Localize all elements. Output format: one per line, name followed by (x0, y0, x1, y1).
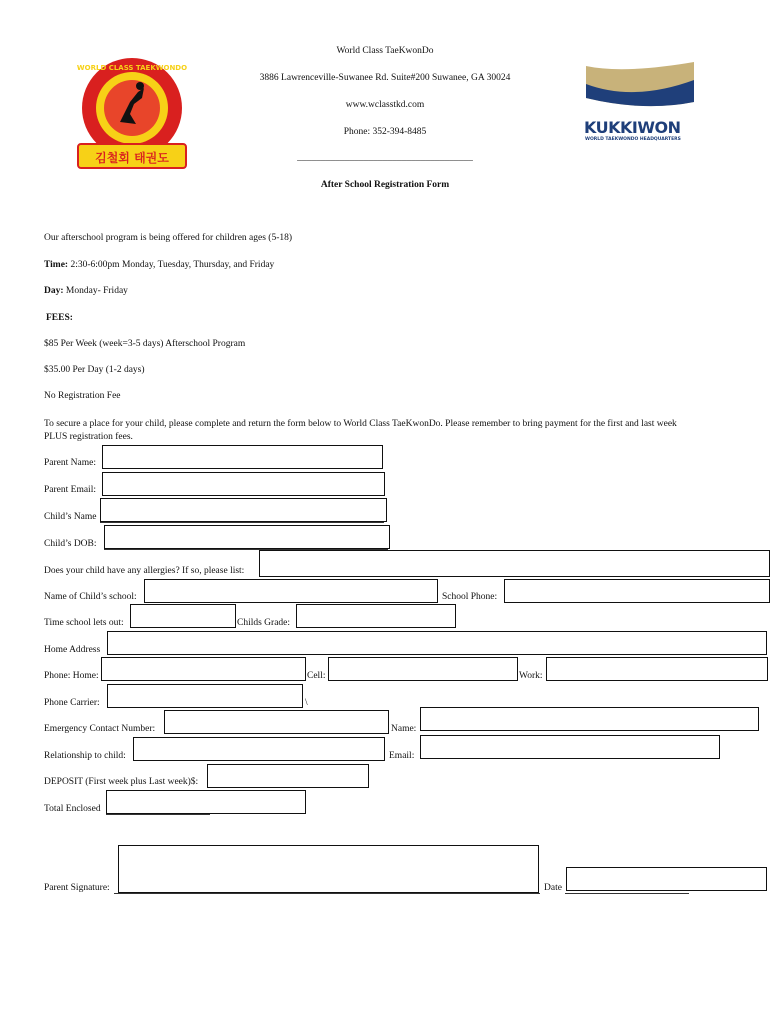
phone-carrier-label: Phone Carrier: (44, 698, 100, 708)
emergency-name-input[interactable] (420, 707, 759, 731)
instructions-line1: To secure a place for your child, please complete and return the form below to World Class TaeKwonDo. Please remember to bring payment for the first and last week (44, 419, 677, 429)
childs-school-label: Name of Child’s school: (44, 592, 137, 602)
school-phone-input[interactable] (504, 579, 770, 603)
time-label: Time: (44, 260, 69, 270)
school-website: www.wclasstkd.com (345, 100, 425, 110)
relationship-input[interactable] (133, 737, 385, 761)
childs-grade-label: Childs Grade: (237, 618, 291, 628)
day-value: Monday- Friday (63, 286, 128, 296)
allergies-input[interactable] (259, 550, 770, 577)
fee-weekly: $85 Per Week (week=3-5 days) Afterschool Program (44, 339, 246, 349)
time-school-input[interactable] (130, 604, 236, 628)
time-line (44, 260, 274, 270)
total-label: Total Enclosed (44, 804, 101, 814)
school-phone: Phone: 352-394-8485 (343, 127, 427, 137)
date-input[interactable] (566, 867, 767, 891)
emergency-email-input[interactable] (420, 735, 720, 759)
home-address-label: Home Address (44, 645, 101, 655)
signature-input[interactable] (118, 845, 539, 893)
fees-heading: FEES: (46, 313, 73, 323)
time-value: 2:30-6:00pm Monday, Tuesday, Thursday, and Friday (68, 260, 275, 270)
date-underline (565, 893, 689, 894)
logo-arc-text: WORLD CLASS TAEKWONDO (76, 64, 188, 72)
time-school-label: Time school lets out: (44, 618, 124, 628)
emergency-label: Emergency Contact Number: (44, 724, 156, 734)
form-title: After School Registration Form (320, 180, 450, 190)
parent-email-label: Parent Email: (44, 485, 96, 495)
work-input[interactable] (546, 657, 768, 681)
intro-text: Our afterschool program is being offered for children ages (5-18) (44, 233, 293, 243)
school-phone-label: School Phone: (442, 592, 498, 602)
kukkiwon-subtitle: WORLD TAEKWONDO HEADQUARTERS (585, 137, 681, 142)
total-underline (106, 814, 210, 815)
emergency-name-label: Name: (391, 724, 417, 734)
childs-name-input[interactable] (100, 498, 387, 522)
parent-name-input[interactable] (102, 445, 383, 469)
total-input[interactable] (106, 790, 306, 814)
school-name: World Class TaeKwonDo (336, 46, 434, 56)
logo-korean-text: 김철회 태권도 (95, 151, 169, 165)
relationship-label: Relationship to child: (44, 751, 126, 761)
emergency-number-input[interactable] (164, 710, 389, 734)
cell-input[interactable] (328, 657, 518, 681)
childs-dob-label: Child’s DOB: (44, 539, 97, 549)
allergies-label: Does your child have any allergies? If so, please list: (44, 566, 245, 576)
date-label: Date (544, 883, 562, 893)
phone-carrier-input[interactable] (107, 684, 303, 708)
childs-grade-input[interactable] (296, 604, 456, 628)
signature-label: Parent Signature: (44, 883, 110, 893)
childs-dob-input[interactable] (104, 525, 390, 549)
fee-registration: No Registration Fee (44, 391, 121, 401)
emergency-email-label: Email: (389, 751, 415, 761)
phone-home-input[interactable] (101, 657, 306, 681)
cell-label: Cell: (307, 671, 326, 681)
carrier-mark: \ (305, 698, 308, 708)
day-line (44, 286, 128, 296)
signature-underline (114, 893, 540, 894)
deposit-input[interactable] (207, 764, 369, 788)
deposit-label: DEPOSIT (First week plus Last week)$: (44, 777, 199, 787)
fee-daily: $35.00 Per Day (1-2 days) (44, 365, 145, 375)
childs-name-underline (100, 522, 384, 523)
childs-name-label: Child’s Name (44, 512, 97, 522)
parent-email-input[interactable] (102, 472, 385, 496)
home-address-input[interactable] (107, 631, 767, 655)
work-label: Work: (519, 671, 543, 681)
header-rule: _____________________________________ (297, 153, 473, 163)
day-label: Day: (44, 286, 64, 296)
parent-name-label: Parent Name: (44, 458, 96, 468)
instructions-line2: PLUS registration fees. (44, 432, 133, 442)
kukkiwon-name: KUKKIWON (584, 118, 681, 137)
childs-school-input[interactable] (144, 579, 438, 603)
school-address: 3886 Lawrenceville-Suwanee Rd. Suite#200 Suwanee, GA 30024 (259, 73, 511, 83)
phone-home-label: Phone: Home: (44, 671, 99, 681)
